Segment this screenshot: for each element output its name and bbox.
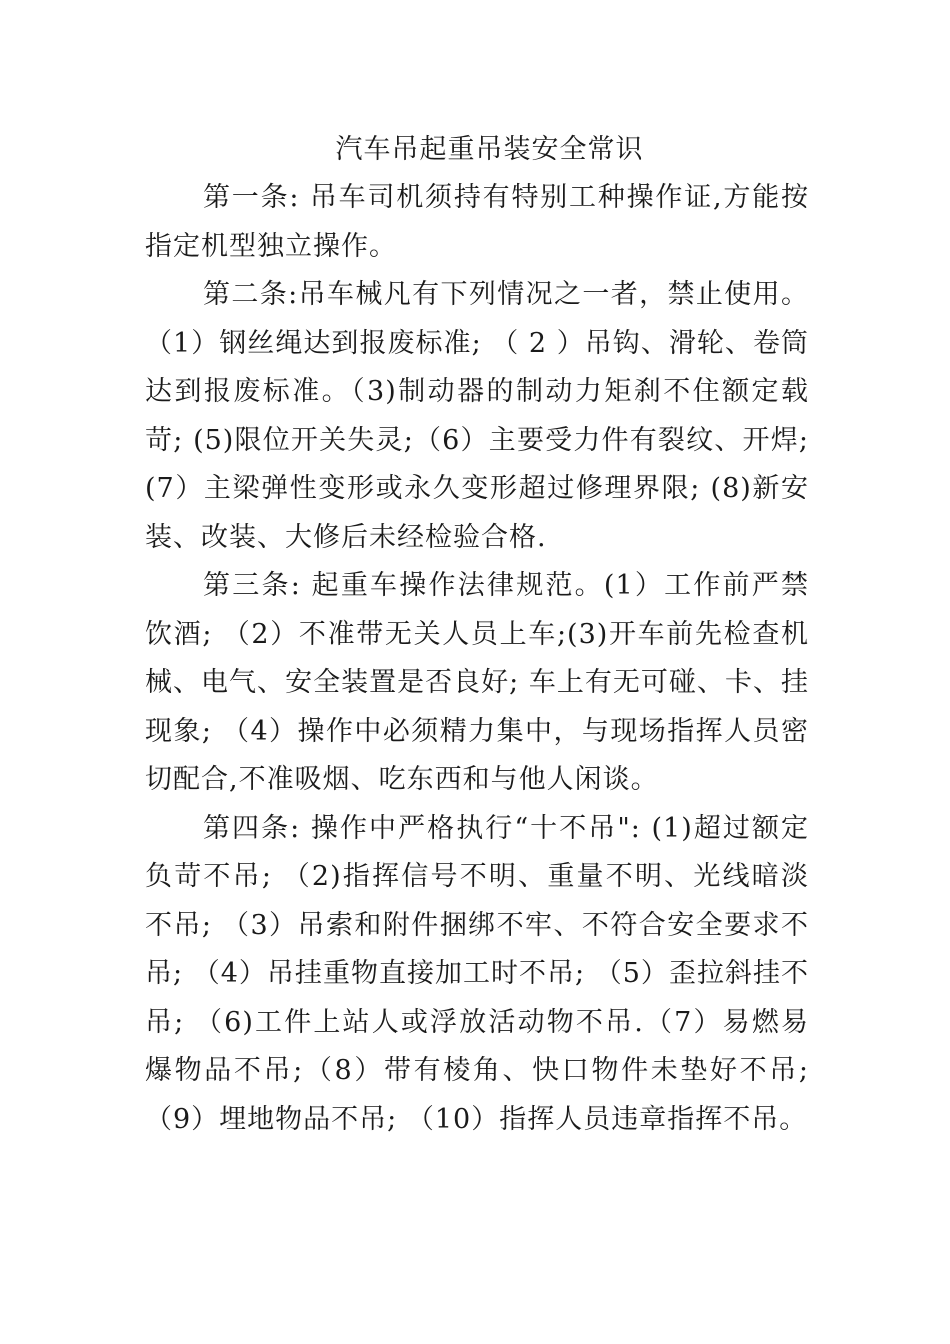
document-page	[145, 126, 809, 1144]
article-3-paragraph: 第三条: 起重车操作法律规范。(1）工作前严禁饮酒; （2）不准带无关人员上车;(3)开车前先检查机械、电气、安全装置是否良好; 车上有无可碰、卡、挂现象; （4）操作中必须精力集中，与现场指挥人员密切配合,不准吸烟、吃东西和与他人闲谈。	[145, 570, 809, 795]
article-4-paragraph: 第四条: 操作中严格执行“十不吊": (1)超过额定负苛不吊; （2)指挥信号不明、重量不明、光线暗淡不吊; （3）吊索和附件捆绑不牢、不符合安全要求不吊; （4）吊挂重物直接加工时不吊; （5）歪拉斜挂不吊; （6)工件上站人或浮放活动物不吊.（7）易燃易爆物品不吊;（8）带有棱角、快口物件未垫好不吊;（9）埋地物品不吊; （10）指挥人员违章指挥不吊。	[145, 812, 809, 1135]
article-2-paragraph: 第二条:吊车械凡有下列情况之一者，禁止使用。（1）钢丝绳达到报废标准; （ 2 ）吊钩、滑轮、卷筒达到报废标准。（3)制动器的制动力矩刹不住额定载苛; (5)限位开关失灵;（6）主要受力件有裂纹、开焊;(7）主梁弹性变形或永久变形超过修理界限; (8)新安装、改装、大修后未经检验合格.	[145, 279, 809, 553]
document-title: 汽车吊起重吊装安全常识	[335, 134, 644, 165]
article-1-paragraph: 第一条: 吊车司机须持有特别工种操作证,方能按指定机型独立操作。	[145, 182, 809, 262]
